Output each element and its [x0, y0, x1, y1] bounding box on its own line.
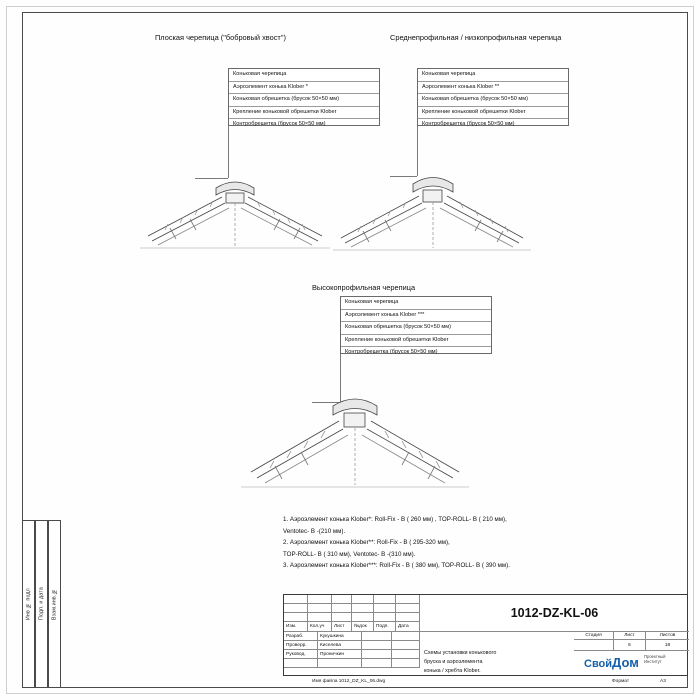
rev-header: Лист [332, 622, 352, 632]
strip-label: Взам.инв.№ [51, 588, 58, 620]
stage-header: Стадия [574, 631, 614, 640]
rev-cell [308, 613, 332, 622]
section-title-3: Высокопрофильная черепица [312, 283, 416, 292]
role-sign [362, 632, 392, 641]
rev-cell [284, 604, 308, 613]
callout-item: Аэроэлемент конька Klober * [229, 82, 379, 95]
strip-label: Подп. и дата [38, 587, 45, 621]
company-sub-line: Институт [644, 659, 662, 665]
rev-cell [352, 604, 374, 613]
role-sign [362, 650, 392, 659]
sheet-code: 1012-DZ-KL-06 [420, 595, 689, 632]
rev-cell [332, 595, 352, 604]
rev-header: Подп. [374, 622, 396, 632]
section-title-1: Плоская черепица ("бобровый хвост") [155, 33, 286, 42]
desc-line: Схемы установки конькового [424, 650, 497, 656]
rev-cell [332, 604, 352, 613]
strip-vzam-inv [48, 520, 61, 688]
sheet-value: 6 [614, 640, 646, 651]
note-line: Ventotec- B -(210 мм). [283, 527, 346, 535]
sheet-header: Лист [614, 631, 646, 640]
note-line: TOP-ROLL- B ( 310 мм), Ventotec- B -(310 мм). [283, 550, 416, 558]
note-line: 1. Аэроэлемент конька Klober*: Roll-Fix - B ( 260 мм) , TOP-ROLL- B ( 210 мм), [283, 516, 507, 523]
sheets-value: 18 [646, 640, 689, 651]
callout-item: Коньковая обрешетка (брусок 50×50 мм) [418, 94, 568, 107]
rev-cell [284, 613, 308, 622]
callout-item: Крепление коньковой обрешетки Klober [341, 335, 491, 348]
callout-table-3 [340, 296, 492, 354]
company-sub-line: Проектный [644, 654, 666, 659]
role-name: Кукушкина [318, 632, 362, 641]
note-line: 2. Аэроэлемент конька Klober**: Roll-Fix - B ( 295-320 мм), [283, 539, 450, 547]
callout-item: Коньковая черепица [418, 69, 568, 82]
strip-label: Инв № подл [25, 588, 32, 620]
rev-cell [352, 613, 374, 622]
rev-header: №док [352, 622, 374, 632]
callout-table-1 [228, 68, 380, 126]
drawing-description [424, 649, 574, 676]
callout-item: Коньковая черепица [229, 69, 379, 82]
roof-drawing-flat-tile [130, 160, 340, 250]
file-name-label: Имя файла 1012_DZ_KL_06.dwg [312, 679, 386, 684]
rev-cell [308, 604, 332, 613]
callout-item: Коньковая обрешетка (брусок 50×50 мм) [341, 322, 491, 335]
role-date [392, 632, 420, 641]
rev-cell [352, 595, 374, 604]
callout-item: Крепление коньковой обрешетки Klober [229, 107, 379, 120]
rev-cell [374, 595, 396, 604]
rev-cell [308, 595, 332, 604]
callout-item: Аэроэлемент конька Klober ** [418, 82, 568, 95]
callout-item: Контробрешетка (брусок 50×50 мм) [345, 349, 438, 356]
role-name-extra [318, 659, 362, 668]
strip-inv-podl [22, 520, 35, 688]
role-date [392, 650, 420, 659]
company-subtitle [644, 654, 665, 665]
callout-item: Коньковая черепица [341, 297, 491, 310]
desc-line: бруска и аэроэлемента [424, 659, 483, 665]
callout-item: Коньковая обрешетка (брусок 50×50 мм) [229, 94, 379, 107]
role-sign-extra [362, 659, 392, 668]
callout-item: Крепление коньковой обрешетки Klober [418, 107, 568, 120]
desc-line: конька / хребта Klober. [424, 668, 481, 674]
roof-drawing-high-profile-tile [235, 382, 475, 492]
rev-header: Дата [396, 622, 420, 632]
callout-item: Аэроэлемент конька Klober *** [341, 310, 491, 323]
section-title-2: Среднепрофильная / низкопрофильная черепица [390, 33, 562, 42]
rev-header: Изм. [284, 622, 308, 632]
rev-cell [396, 595, 420, 604]
callout-item: Контробрешетка (брусок 50×50 мм) [422, 121, 515, 128]
rev-cell [374, 604, 396, 613]
stage-value [574, 640, 614, 651]
rev-header: Кол.уч [308, 622, 332, 632]
sheets-header: Листов [646, 631, 689, 640]
rev-cell [284, 595, 308, 604]
rev-cell [374, 613, 396, 622]
notes-block [283, 514, 510, 572]
strip-podp-data [35, 520, 48, 688]
logo-part-2: Дом [612, 655, 639, 670]
role-label: Разраб. [284, 632, 318, 641]
role-date-extra [392, 659, 420, 668]
roof-drawing-mid-profile-tile [325, 158, 540, 253]
note-line: 3. Аэроэлемент конька Klober***: Roll-Fix - B ( 380 мм), TOP-ROLL- B ( 390 мм). [283, 562, 510, 570]
role-name: Киселева [318, 641, 362, 650]
logo-part-1: Свой [584, 658, 613, 670]
rev-cell [396, 604, 420, 613]
role-name: Проничкин [318, 650, 362, 659]
format-label: Формат [612, 679, 630, 684]
rev-cell [396, 613, 420, 622]
callout-item: Контробрешетка (брусок 50×50 мм) [233, 121, 326, 128]
company-logo [584, 655, 639, 670]
role-label-extra [284, 659, 318, 668]
callout-table-2 [417, 68, 569, 126]
format-value: A3 [660, 679, 666, 684]
role-date [392, 641, 420, 650]
role-label: Проверр. [284, 641, 318, 650]
role-label: Руковод. [284, 650, 318, 659]
title-block [283, 594, 688, 676]
rev-cell [332, 613, 352, 622]
role-sign [362, 641, 392, 650]
